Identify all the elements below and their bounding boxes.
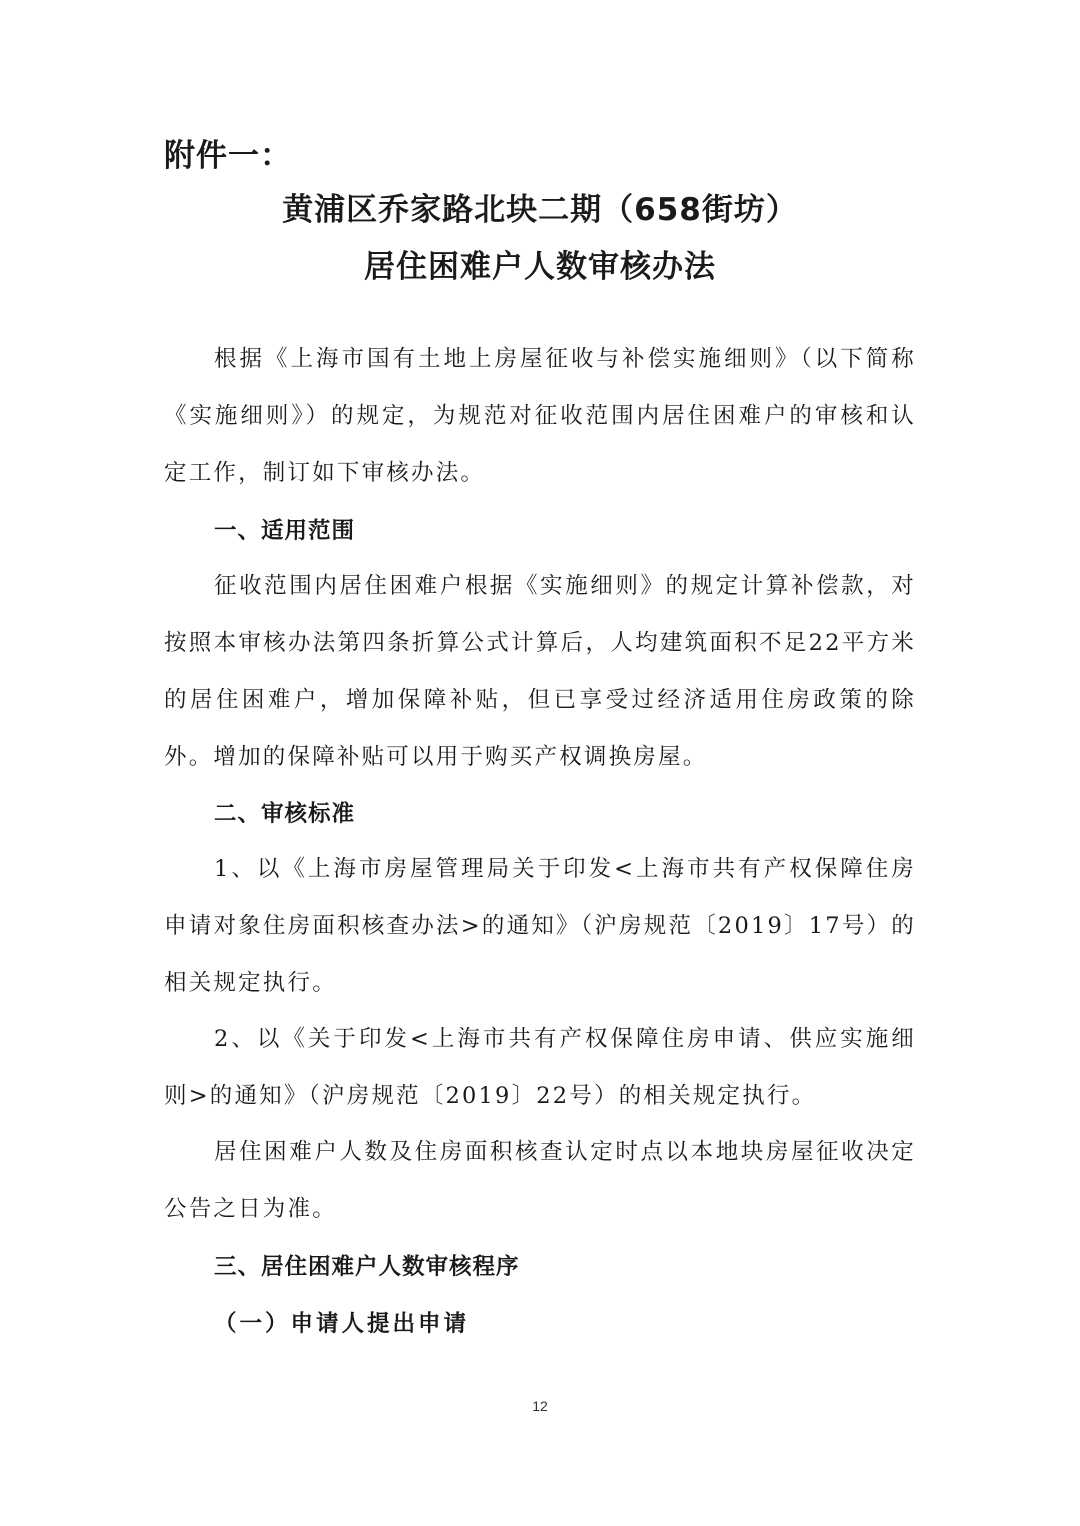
section-3-heading: 三、居住困难户人数审核程序 [214, 1254, 520, 1280]
attachment-label: 附件一： [164, 138, 292, 174]
section-1-paragraph: 征收范围内居住困难户根据《实施细则》的规定计算补偿款，对按照本审核办法第四条折算公式计算后，人均建筑面积不足22平方米的居住困难户，增加保障补贴，但已享受过经济适用住房政策的除外。增加的保障补贴可以用于购买产权调换房屋。 [164, 573, 916, 770]
section-3-subheading: （一）申请人提出申请 [214, 1311, 470, 1337]
section-2-item-2: 2、以《关于印发<上海市共有产权保障住房申请、供应实施细则>的通知》（沪房规范〔2019〕22号）的相关规定执行。 [164, 1026, 916, 1109]
page-number: 12 [532, 1398, 548, 1414]
intro-paragraph: 根据《上海市国有土地上房屋征收与补偿实施细则》（以下简称《实施细则》）的规定，为规范对征收范围内居住困难户的审核和认定工作，制订如下审核办法。 [164, 346, 916, 486]
section-2-item-1: 1、以《上海市房屋管理局关于印发<上海市共有产权保障住房申请对象住房面积核查办法>的通知》（沪房规范〔2019〕17号）的相关规定执行。 [164, 856, 916, 996]
document-title-line-2: 居住困难户人数审核办法 [364, 249, 716, 285]
document-title-line-1: 黄浦区乔家路北块二期（658街坊） [282, 192, 798, 228]
section-2-paragraph: 居住困难户人数及住房面积核查认定时点以本地块房屋征收决定公告之日为准。 [164, 1139, 916, 1222]
section-1-heading: 一、适用范围 [214, 518, 356, 544]
section-2-heading: 二、审核标准 [214, 801, 356, 827]
